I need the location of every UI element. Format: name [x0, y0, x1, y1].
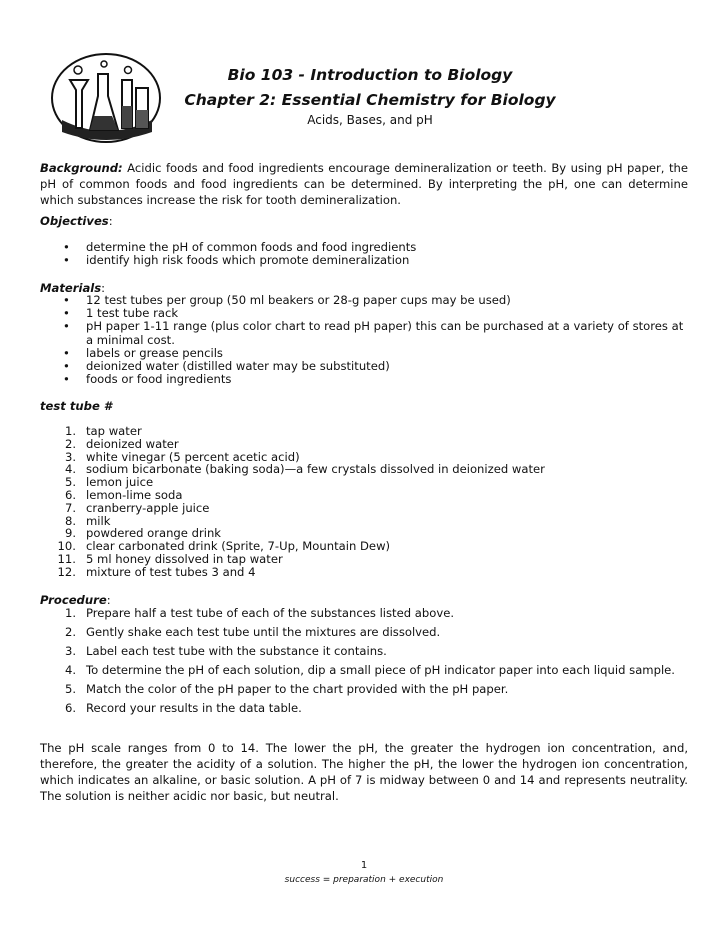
list-item: 10. clear carbonated drink (Sprite, 7-Up, Mountain Dew): [57, 539, 391, 554]
list-item: • deionized water (distilled water may be substituted): [40, 360, 688, 373]
test-tube-list: [40, 425, 688, 579]
page-number: 1: [360, 860, 368, 871]
ph-paragraph: The pH scale ranges from 0 to 14. The lower the pH, the greater the hydrogen ion concentration, and, therefore, the greater the acidity of a solution. The higher the pH, the lower the hydrogen ion concentration, which indicates an alkaline, or basic solution. A pH of 7 is midway between 0 and 14 and represents neutrality. The solution is neither acidic nor basic, but neutral.: [40, 741, 688, 803]
objectives-heading-row: [40, 214, 688, 228]
list-item: 1. Prepare half a test tube of each of the substances listed above.: [64, 606, 455, 620]
list-item: 3. Label each test tube with the substance it contains.: [64, 644, 387, 658]
background-heading: Background:: [40, 161, 123, 175]
list-item: 1. tap water: [64, 424, 142, 438]
list-item: • labels or grease pencils: [40, 347, 688, 360]
topic-subtitle: Acids, Bases, and pH: [307, 113, 433, 127]
list-item: 4. To determine the pH of each solution, dip a small piece of pH indicator paper into each liquid sample.: [64, 663, 675, 677]
procedure-heading: Procedure: [40, 593, 107, 607]
materials-heading: Materials: [40, 281, 102, 295]
materials-list-wrap: [40, 294, 688, 386]
list-item: 5. Match the color of the pH paper to the chart provided with the pH paper.: [64, 682, 509, 696]
procedure-colon: :: [106, 593, 111, 607]
materials-list: [40, 294, 688, 386]
materials-colon: :: [101, 281, 106, 295]
procedure-list: [40, 604, 688, 718]
list-item: • pH paper 1-11 range (plus color chart to read pH paper) this can be purchased at a variety of stores at a minimal cost.: [40, 320, 688, 346]
list-item: 9. powdered orange drink: [64, 526, 222, 541]
objectives-list-wrap: [40, 241, 688, 267]
background-section: [40, 160, 688, 208]
footer-motto: success = preparation + execution: [284, 875, 444, 885]
list-item: 12. mixture of test tubes 3 and 4: [57, 564, 256, 579]
list-item: • foods or food ingredients: [40, 373, 688, 386]
list-item: 11. 5 ml honey dissolved in tap water: [57, 551, 283, 566]
objectives-heading: Objectives: [40, 214, 109, 228]
list-item: 2. Gently shake each test tube until the mixtures are dissolved.: [64, 625, 441, 639]
procedure-list-wrap: [40, 604, 688, 718]
objectives-list: [40, 241, 688, 267]
list-item: • determine the pH of common foods and food ingredients: [40, 241, 688, 254]
list-item: • 1 test tube rack: [40, 307, 688, 320]
list-item: • 12 test tubes per group (50 ml beakers or 28-g paper cups may be used): [40, 294, 688, 307]
list-item: 3. white vinegar (5 percent acetic acid): [64, 449, 300, 464]
page-title: Bio 103 - Introduction to Biology: [227, 66, 513, 84]
chapter-title: Chapter 2: Essential Chemistry for Biology: [184, 91, 556, 109]
background-paragraph: [40, 160, 688, 208]
test-tube-list-wrap: [40, 425, 688, 579]
list-item: 4. sodium bicarbonate (baking soda)—a few crystals dissolved in deionized water: [64, 462, 545, 477]
list-item: 2. deionized water: [64, 436, 179, 451]
list-item: 7. cranberry-apple juice: [64, 500, 210, 515]
list-item: 5. lemon juice: [64, 475, 154, 490]
background-text: Acidic foods and food ingredients encourage demineralization or teeth. By using pH paper, the pH of common foods and food ingredients can be determined. By interpreting the pH, one can determine which substances increase the risk for tooth demineralization.: [40, 161, 688, 207]
list-item: 8. milk: [64, 513, 111, 528]
test-tube-heading: test tube #: [40, 399, 112, 413]
list-item: 6. lemon-lime soda: [64, 487, 183, 502]
ph-paragraph-wrap: [40, 740, 688, 804]
list-item: • identify high risk foods which promote demineralization: [40, 254, 688, 267]
test-tube-heading-row: [40, 399, 688, 413]
objectives-colon: :: [108, 214, 113, 228]
list-item: 6. Record your results in the data table.: [64, 701, 302, 715]
chemistry-flasks-icon: [48, 50, 166, 146]
